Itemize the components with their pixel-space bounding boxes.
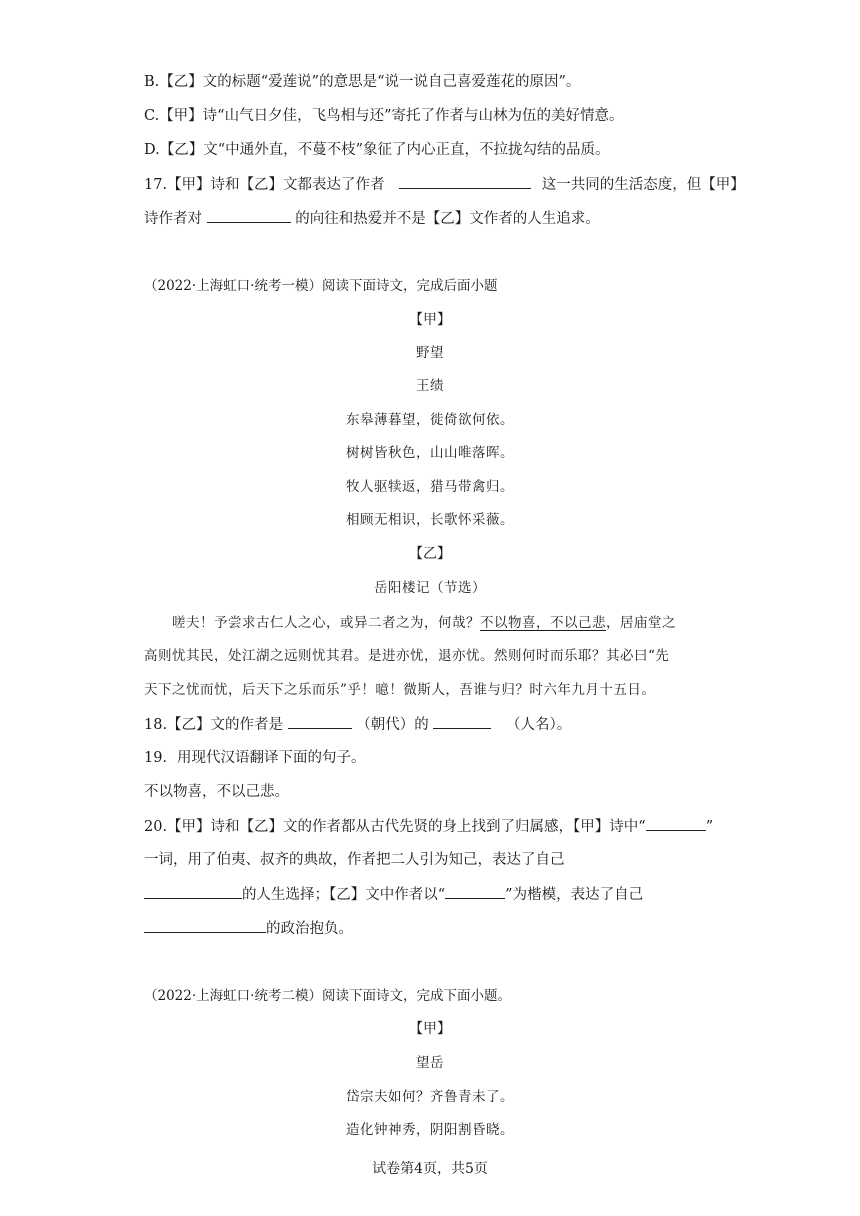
poem-line: 牧人驱犊返，猎马带禽归。	[346, 479, 514, 495]
q20-blank-1[interactable]	[646, 816, 706, 831]
poem2-line: 造化钟神秀，阴阳割昏晓。	[346, 1122, 514, 1138]
question-20-line1	[144, 816, 713, 837]
question-19: 19．用现代汉语翻译下面的句子。	[144, 750, 366, 766]
q20-blank-3[interactable]	[445, 884, 505, 899]
q18-text-c: （人名）。	[506, 717, 572, 733]
q20-text-a: 20.【甲】诗和【乙】文的作者都从古代先贤的身上找到了归属感，【甲】诗中“	[144, 819, 646, 835]
underlined-sentence: 不以物喜，不以己悲	[480, 615, 606, 631]
prose-title: 岳阳楼记（节选）	[374, 580, 486, 596]
q18-text-a: 18.【乙】文的作者是	[144, 717, 284, 733]
option-b: B.【乙】文的标题“爱莲说”的意思是“说一说自己喜爱莲花的原因”。	[144, 74, 581, 90]
section3-jia-label: 【甲】	[409, 1021, 451, 1037]
question-19-sentence: 不以物喜，不以己悲。	[144, 784, 289, 800]
prose-line-1	[172, 613, 676, 633]
q20-text-b: ”	[705, 819, 714, 835]
q17-blank-1[interactable]	[399, 174, 531, 189]
question-20-line3	[144, 884, 643, 905]
q18-blank-dynasty[interactable]	[288, 714, 352, 729]
poem-author: 王绩	[416, 378, 444, 394]
poem-line: 相顾无相识，长歌怀采薇。	[346, 512, 514, 528]
section2-source: （2022·上海虹口·统考一模）阅读下面诗文，完成后面小题	[144, 278, 498, 294]
q17-text-4: 的向往和热爱并不是【乙】文作者的人生追求。	[295, 211, 600, 227]
question-18	[144, 714, 571, 735]
q18-text-b: （朝代）的	[356, 717, 429, 733]
question-17-line2	[144, 208, 600, 229]
section3-source: （2022·上海虹口·统考二模）阅读下面诗文，完成下面小题。	[144, 988, 511, 1004]
poem-title: 野望	[416, 345, 444, 361]
poem-line: 东皋薄暮望，徙倚欲何依。	[346, 412, 514, 428]
q17-text-1: 17.【甲】诗和【乙】文都表达了作者	[144, 177, 385, 193]
poem2-title: 望岳	[416, 1055, 444, 1071]
q20-blank-4[interactable]	[144, 918, 266, 933]
q20-text-e: ”为楷模，表达了自己	[505, 887, 644, 903]
q20-text-d: 的人生选择；【乙】文中作者以“	[242, 887, 446, 903]
section2-yi-label: 【乙】	[409, 546, 451, 562]
q17-text-2: 这一共同的生活态度，但【甲】	[541, 177, 745, 193]
q17-text-3: 诗作者对	[144, 211, 202, 227]
section2-jia-label: 【甲】	[409, 312, 451, 328]
page-footer: 试卷第4页，共5页	[372, 1161, 488, 1177]
option-c: C.【甲】诗“山气日夕佳，飞鸟相与还”寄托了作者与山林为伍的美好情意。	[144, 108, 624, 124]
q18-blank-name[interactable]	[433, 714, 491, 729]
poem2-line: 岱宗夫如何？齐鲁青未了。	[346, 1089, 514, 1105]
question-17-line1	[144, 174, 745, 195]
q20-text-f: 的政治抱负。	[266, 921, 353, 937]
question-20-line4	[144, 918, 353, 939]
prose-text: ，居庙堂之	[606, 615, 676, 631]
question-20-line2: 一词，用了伯夷、叔齐的典故，作者把二人引为知己，表达了自己	[144, 852, 565, 868]
q17-blank-2[interactable]	[207, 208, 291, 223]
prose-text: 嗟夫！予尝求古仁人之心，或异二者之为，何哉？	[172, 615, 480, 631]
prose-line-2: 高则忧其民，处江湖之远则忧其君。是进亦忧，退亦忧。然则何时而乐耶？其必曰“先	[144, 648, 670, 664]
poem-line: 树树皆秋色，山山唯落晖。	[346, 445, 514, 461]
option-d: D.【乙】文“中通外直，不蔓不枝”象征了内心正直，不拉拢勾结的品质。	[144, 142, 610, 158]
q20-blank-2[interactable]	[144, 884, 242, 899]
prose-line-3: 天下之忧而忧，后天下之乐而乐”乎！噫！微斯人，吾谁与归？时六年九月十五日。	[144, 682, 656, 698]
